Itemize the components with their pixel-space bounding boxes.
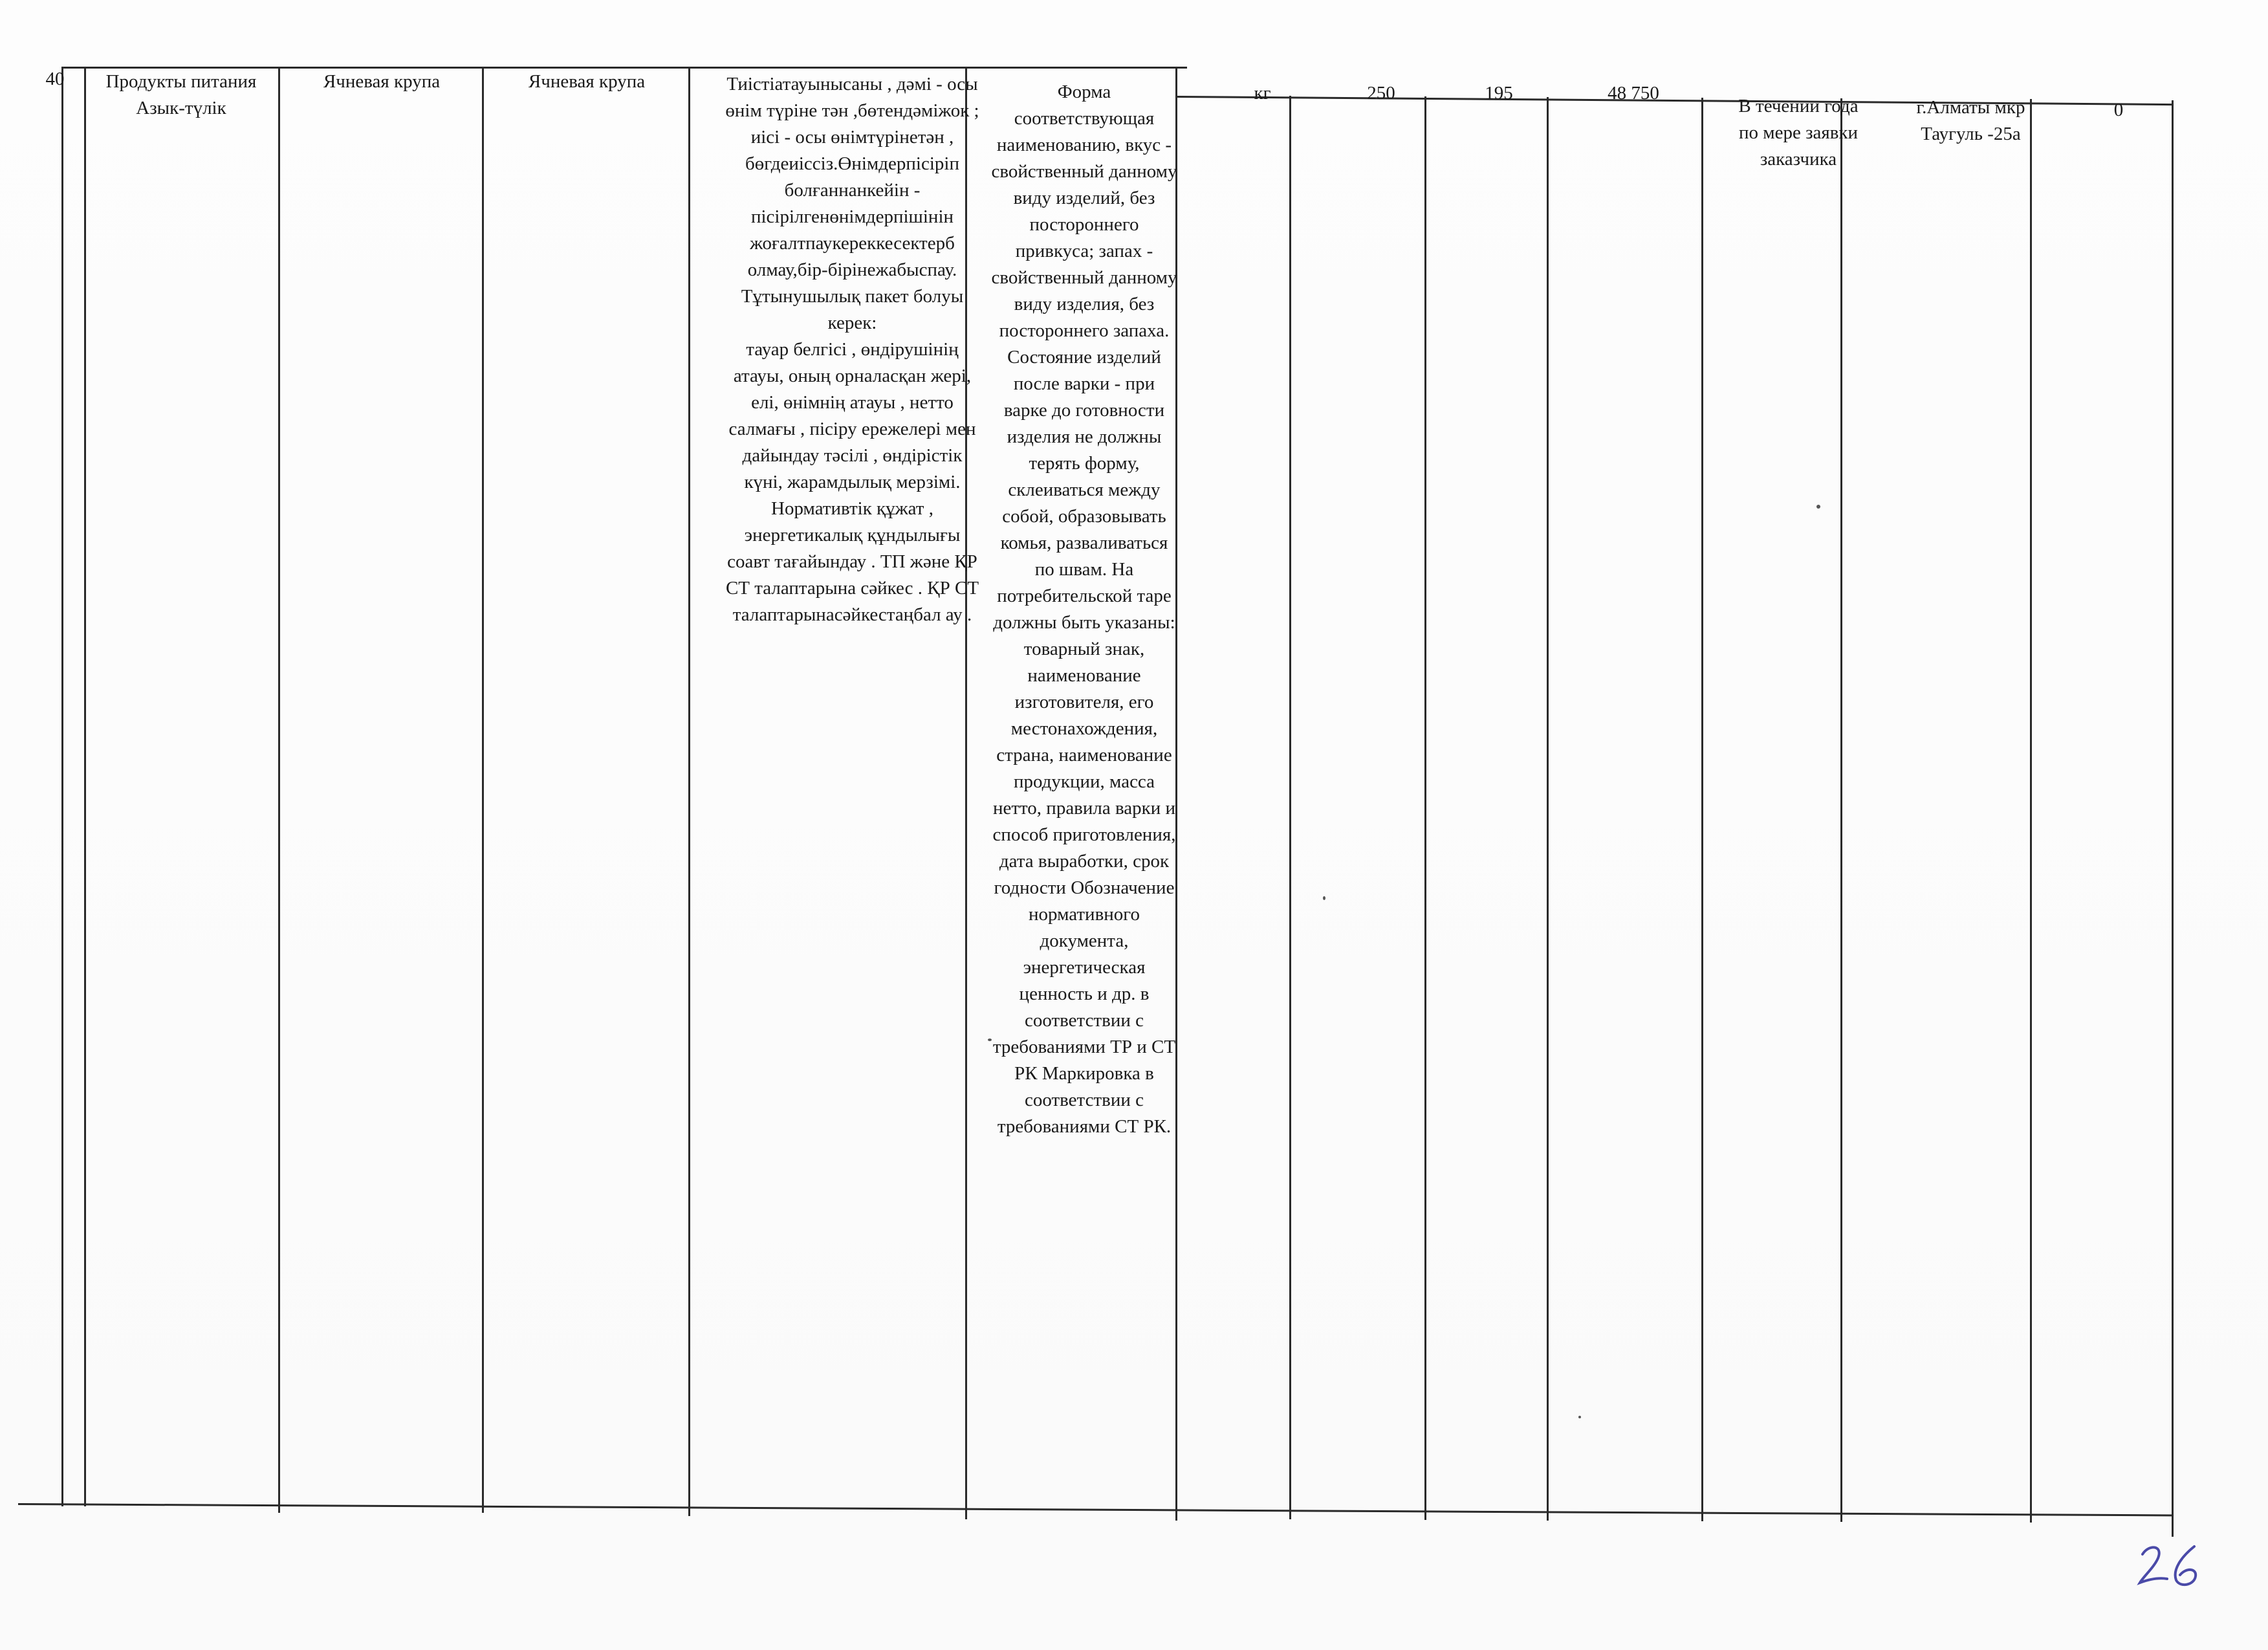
- category-cell: Продукты питания Азык-түлік: [105, 71, 257, 118]
- scan-speck: [988, 1039, 992, 1041]
- delivery-term-cell: В течении года по мере заявки заказчика: [1738, 96, 1859, 170]
- col-line-8: [1424, 96, 1426, 1520]
- col-line-3: [482, 67, 484, 1513]
- col-line-0: [61, 67, 63, 1506]
- col-line-4: [688, 67, 690, 1516]
- col-line-11: [1840, 98, 1842, 1522]
- quantity-cell: 250: [1367, 83, 1395, 104]
- col-line-10: [1701, 98, 1703, 1521]
- scan-speck: [1816, 505, 1820, 509]
- col-line-12: [2030, 99, 2032, 1523]
- scan-speck: [1323, 896, 1325, 900]
- col-line-13: [2172, 100, 2174, 1537]
- col-line-2: [278, 67, 280, 1513]
- specification-ru-cell: Форма соответствующая наименованию, вкус - свойственный данному виду изделий, без постороннего привкуса; запах - свойственный данному виду изделия, без постороннего запаха. Состояние изделий после варки - при варке до готовности изделия не должны терять форму, склеиваться между собой, образовывать комья, разваливаться по швам. На потребительской таре должны быть указаны: товарный знак, наименование изготовителя, его местонахождения, страна, наименование продукции, масса нетто, правила варки и способ приготовления, дата выработки, срок годности Обозначение нормативного документа, энергетическая ценность и др. в соответствии с требованиями ТР и СТ РК Маркировка в соответствии с требованиями СТ РК.: [991, 82, 1177, 1137]
- product-name-ru-cell: Ячневая крупа: [323, 71, 441, 92]
- total-cell: 48 750: [1608, 83, 1659, 104]
- handwritten-page-number-icon: [2135, 1540, 2212, 1592]
- advance-cell: 0: [2113, 100, 2124, 120]
- row-number-cell: 40: [45, 69, 65, 89]
- table-bottom-border: [18, 1503, 2174, 1516]
- col-line-9: [1547, 97, 1549, 1521]
- col-line-1: [84, 67, 86, 1506]
- col-line-7: [1289, 96, 1291, 1519]
- delivery-place-cell: г.Алматы мкр Таугуль -25а: [1916, 97, 2025, 144]
- scan-speck: [1578, 1416, 1581, 1418]
- price-cell: 195: [1485, 83, 1513, 104]
- product-name-kz-cell: Ячневая крупа: [528, 71, 646, 92]
- specification-kz-cell: Тиістіатауынысаны , дәмі - осы өнім түріне тән ,бөтендәміжок ; иісі - осы өнімтүрінетән , бөгдеиіссіз.Өнімдерпісіріп болғаннанкейін - пісірілгенөнімдерпішінін жоғалтпаукереккесектерб олмау,бір-бірінежабыспау. Тұтынушылық пакет болуы керек: тауар белгісі , өндірушінің атауы, оның орналасқан жері, елі, өнімнің атауы , нетто салмағы , пісіру ережелері мен дайындау тәсілі , өндірістік күні, жарамдылық мерзімі. Нормативтік құжат , энергетикалық құндылығы соавт тағайындау . ТП және ҚР СТ талаптарына сәйкес . ҚР СТ талаптарынасәйкестаңбал ау .: [725, 74, 979, 625]
- unit-cell: кг: [1254, 83, 1271, 104]
